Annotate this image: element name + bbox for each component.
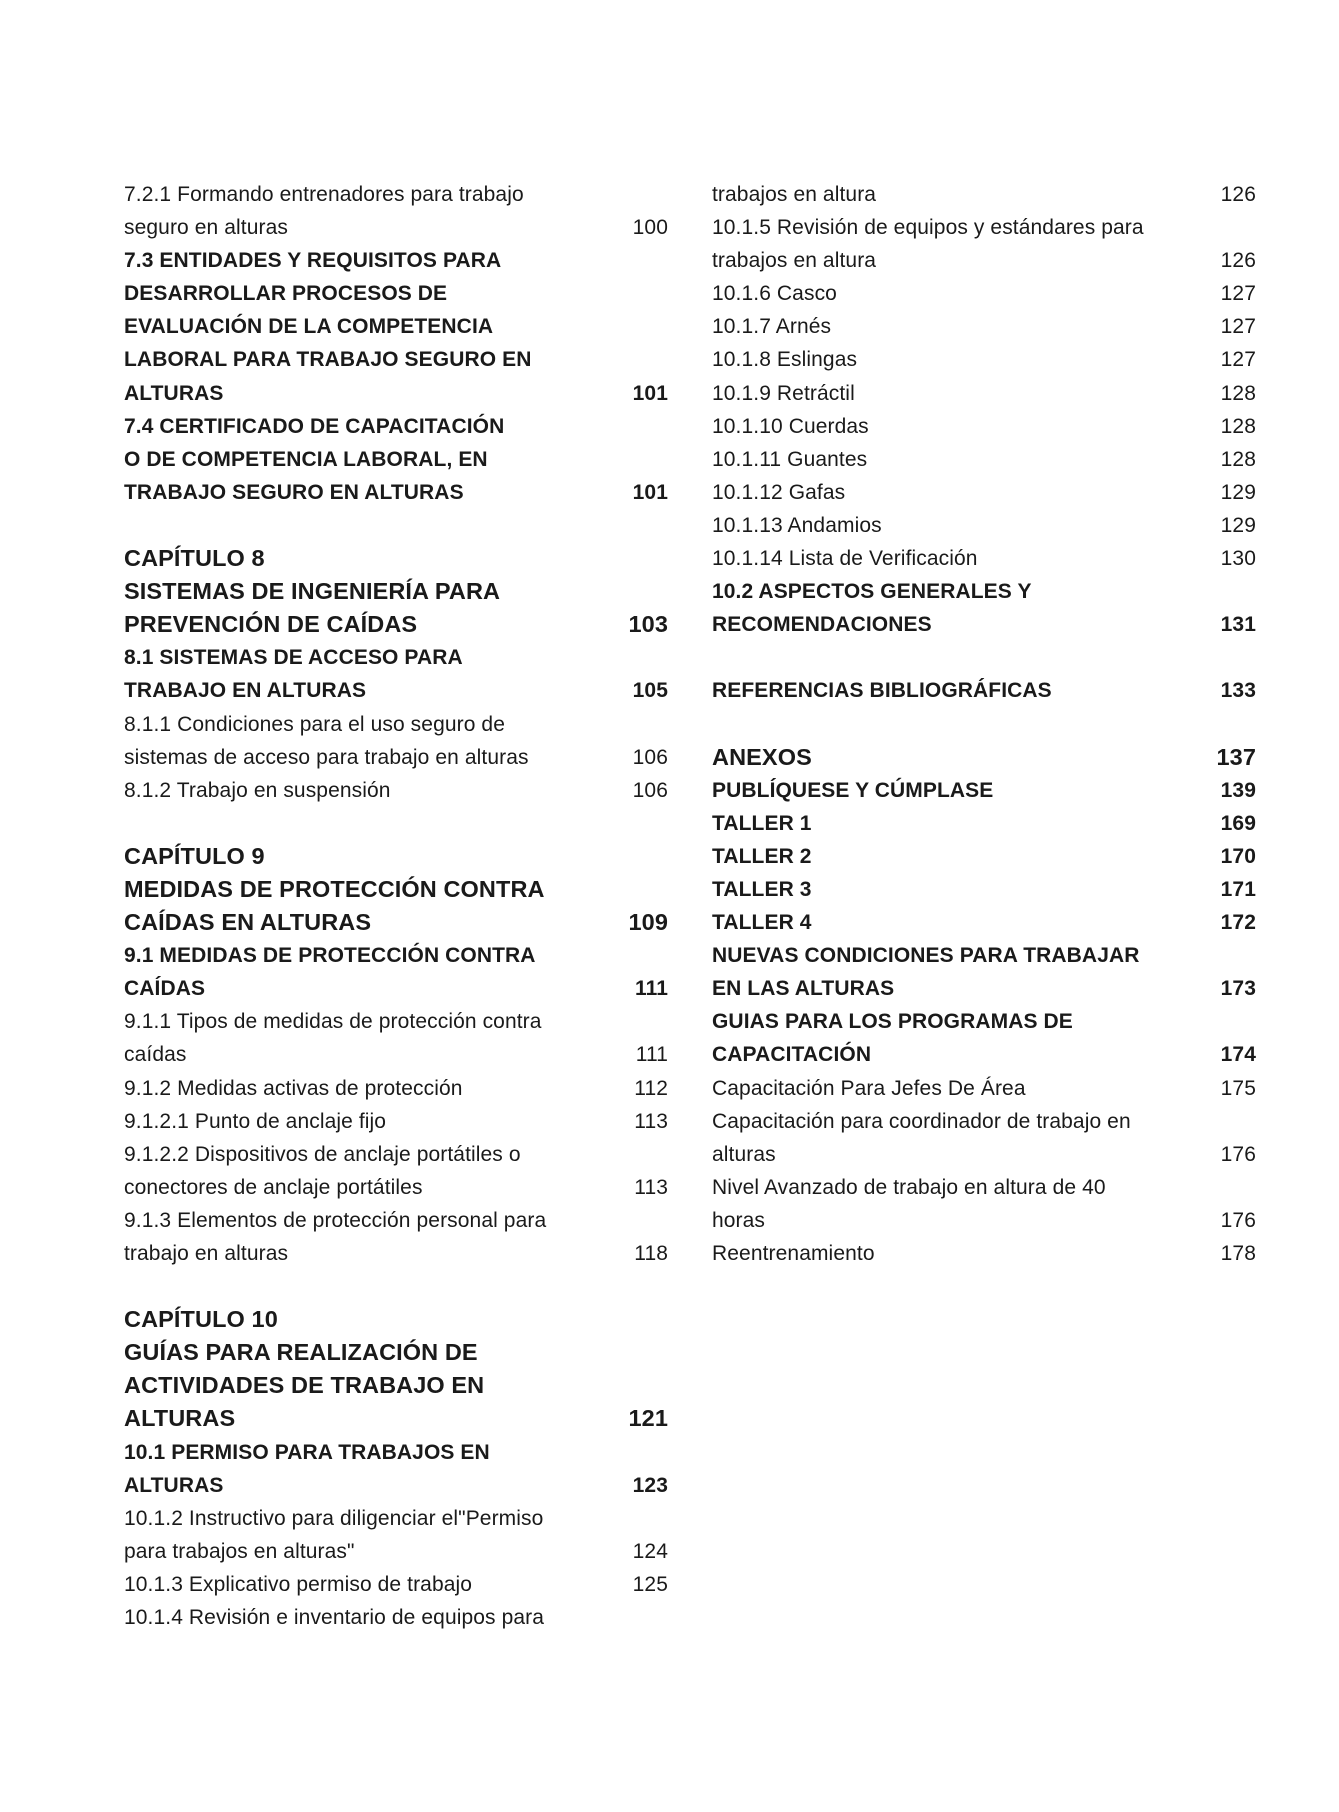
toc-entry	[712, 244, 1256, 277]
toc-entry-title: 10.1.4 Revisión e inventario de equipos para	[124, 1606, 545, 1630]
toc-entry	[712, 674, 1256, 707]
toc-entry-title: trabajos en altura	[712, 249, 877, 273]
toc-entry	[712, 1237, 1256, 1270]
toc-entry-title: 10.1.9 Retráctil	[712, 381, 855, 405]
toc-entry	[124, 1535, 668, 1568]
toc-entry	[124, 674, 668, 707]
toc-entry	[712, 1005, 1256, 1038]
toc-page-number: 170	[1220, 844, 1256, 868]
toc-entry	[124, 939, 668, 972]
toc-entry-title: CAPÍTULO 10	[124, 1306, 278, 1333]
section-spacer	[124, 807, 668, 840]
toc-entry	[124, 1005, 668, 1038]
toc-entry-title: CAÍDAS	[124, 977, 206, 1001]
toc-entry	[712, 343, 1256, 376]
toc-entry	[712, 410, 1256, 443]
toc-page-number: 113	[634, 1109, 668, 1133]
toc-entry-title: CAPACITACIÓN	[712, 1043, 872, 1067]
toc-entry	[712, 575, 1256, 608]
toc-entry-title: 10.1.11 Guantes	[712, 447, 868, 471]
toc-chapter-line	[124, 542, 668, 575]
toc-page-number: 128	[1220, 381, 1256, 405]
toc-page-number: 175	[1220, 1076, 1256, 1100]
toc-page-number: 133	[1220, 679, 1256, 703]
toc-entry-title: 10.1.14 Lista de Verificación	[712, 547, 978, 571]
toc-entry-title: RECOMENDACIONES	[712, 613, 932, 637]
toc-entry-title: 10.1.6 Casco	[712, 282, 837, 306]
toc-entry	[124, 1568, 668, 1601]
toc-entry	[712, 608, 1256, 641]
toc-page-number: 125	[632, 1572, 668, 1596]
toc-entry-title: SISTEMAS DE INGENIERÍA PARA	[124, 578, 501, 605]
toc-entry	[712, 873, 1256, 906]
toc-entry	[124, 410, 668, 443]
toc-entry	[124, 244, 668, 277]
toc-entry-title: 7.4 CERTIFICADO DE CAPACITACIÓN	[124, 414, 505, 438]
toc-entry-title: 8.1 SISTEMAS DE ACCESO PARA	[124, 646, 463, 670]
toc-entry-title: 9.1.1 Tipos de medidas de protección contra	[124, 1010, 542, 1034]
toc-entry	[124, 310, 668, 343]
toc-entry	[712, 377, 1256, 410]
toc-page-number: 123	[632, 1473, 668, 1497]
toc-page-number: 106	[632, 778, 668, 802]
toc-page-number: 173	[1220, 977, 1256, 1001]
toc-page-number: 127	[1220, 315, 1256, 339]
toc-entry	[712, 476, 1256, 509]
toc-page-number: 169	[1220, 811, 1256, 835]
toc-entry-title: TALLER 3	[712, 877, 812, 901]
toc-page-number: 106	[632, 745, 668, 769]
toc-entry	[712, 211, 1256, 244]
toc-right-column	[712, 178, 1256, 1270]
toc-entry	[124, 211, 668, 244]
toc-entry-title: ALTURAS	[124, 1405, 236, 1432]
toc-chapter-line	[124, 873, 668, 906]
toc-page-number: 126	[1220, 183, 1256, 206]
toc-entry-title: CAÍDAS EN ALTURAS	[124, 909, 372, 936]
toc-entry-title: conectores de anclaje portátiles	[124, 1175, 423, 1199]
toc-entry-title: 7.2.1 Formando entrenadores para trabajo	[124, 183, 524, 206]
toc-page-number: 176	[1220, 1142, 1256, 1166]
toc-entry	[712, 178, 1256, 211]
toc-entry-title: NUEVAS CONDICIONES PARA TRABAJAR	[712, 944, 1140, 968]
toc-entry	[712, 774, 1256, 807]
toc-page-number: 174	[1220, 1043, 1256, 1067]
toc-entry	[712, 1038, 1256, 1071]
toc-entry-title: LABORAL PARA TRABAJO SEGURO EN	[124, 348, 532, 372]
toc-entry	[124, 1072, 668, 1105]
toc-entry-title: CAPÍTULO 8	[124, 545, 265, 572]
toc-page-number: 111	[634, 977, 668, 1001]
toc-entry-title: REFERENCIAS BIBLIOGRÁFICAS	[712, 679, 1052, 703]
toc-entry	[712, 1072, 1256, 1105]
toc-entry	[124, 1204, 668, 1237]
toc-entry	[124, 1171, 668, 1204]
toc-entry-title: ANEXOS	[712, 743, 812, 770]
toc-entry	[712, 1171, 1256, 1204]
toc-entry	[712, 277, 1256, 310]
toc-entry-title: sistemas de acceso para trabajo en alturas	[124, 745, 529, 769]
toc-entry-title: Reentrenamiento	[712, 1242, 875, 1265]
toc-entry-title: 10.1.8 Eslingas	[712, 348, 858, 372]
toc-entry-title: caídas	[124, 1043, 187, 1067]
toc-entry-title: EN LAS ALTURAS	[712, 977, 895, 1001]
toc-entry-title: 10.1 PERMISO PARA TRABAJOS EN	[124, 1440, 490, 1464]
toc-entry-title: 10.1.10 Cuerdas	[712, 414, 869, 438]
toc-page-number: 128	[1220, 447, 1256, 471]
toc-entry	[124, 476, 668, 509]
toc-entry-title: trabajo en alturas	[124, 1242, 289, 1265]
toc-chapter-line	[124, 1336, 668, 1369]
toc-entry	[124, 178, 668, 211]
toc-entry-title: 10.1.7 Arnés	[712, 315, 832, 339]
toc-page-number: 121	[628, 1405, 668, 1432]
toc-entry	[124, 774, 668, 807]
toc-page-number: 178	[1220, 1242, 1256, 1265]
toc-entry-title: MEDIDAS DE PROTECCIÓN CONTRA	[124, 875, 545, 902]
toc-chapter-line	[124, 1402, 668, 1435]
toc-entry-title: PREVENCIÓN DE CAÍDAS	[124, 611, 418, 638]
toc-left-column	[124, 178, 668, 1634]
toc-page-number: 129	[1220, 513, 1256, 537]
toc-page-number: 105	[632, 679, 668, 703]
toc-entry	[712, 1105, 1256, 1138]
toc-entry-title: ALTURAS	[124, 1473, 224, 1497]
toc-entry-title: 8.1.1 Condiciones para el uso seguro de	[124, 712, 505, 736]
toc-entry-title: TALLER 2	[712, 844, 812, 868]
toc-entry-title: TRABAJO EN ALTURAS	[124, 679, 367, 703]
toc-page-number: 128	[1220, 414, 1256, 438]
toc-entry-title: CAPÍTULO 9	[124, 842, 265, 869]
toc-entry	[124, 343, 668, 376]
toc-page-number: 127	[1220, 282, 1256, 306]
toc-entry-title: 10.1.5 Revisión de equipos y estándares para	[712, 216, 1144, 240]
toc-entry-title: trabajos en altura	[712, 183, 877, 206]
toc-entry-title: 7.3 ENTIDADES Y REQUISITOS PARA	[124, 249, 502, 273]
toc-entry	[124, 277, 668, 310]
toc-entry-title: seguro en alturas	[124, 216, 288, 240]
toc-chapter-line	[712, 741, 1256, 774]
toc-chapter-line	[124, 906, 668, 939]
toc-page-number: 109	[628, 909, 668, 936]
toc-entry	[124, 1601, 668, 1634]
toc-page-number: 131	[1220, 613, 1256, 637]
toc-chapter-line	[124, 575, 668, 608]
toc-entry-title: 10.2 ASPECTOS GENERALES Y	[712, 580, 1032, 604]
toc-page-number: 113	[634, 1175, 668, 1199]
toc-entry-title: 10.1.13 Andamios	[712, 513, 882, 537]
toc-entry-title: EVALUACIÓN DE LA COMPETENCIA	[124, 315, 494, 339]
section-spacer	[124, 1270, 668, 1303]
toc-entry-title: horas	[712, 1208, 766, 1232]
toc-entry-title: ALTURAS	[124, 381, 224, 405]
toc-entry	[124, 377, 668, 410]
toc-entry-title: 9.1 MEDIDAS DE PROTECCIÓN CONTRA	[124, 944, 536, 968]
toc-entry-title: ACTIVIDADES DE TRABAJO EN	[124, 1372, 485, 1399]
toc-page-number: 118	[634, 1242, 668, 1265]
toc-entry-title: 10.1.2 Instructivo para diligenciar el"Permiso	[124, 1506, 544, 1530]
toc-page-number: 124	[632, 1539, 668, 1563]
toc-page-number: 101	[632, 381, 668, 405]
toc-entry	[712, 1204, 1256, 1237]
toc-entry	[712, 840, 1256, 873]
toc-entry	[124, 708, 668, 741]
toc-entry	[712, 1138, 1256, 1171]
toc-entry	[124, 1469, 668, 1502]
toc-entry	[124, 972, 668, 1005]
toc-page-number: 112	[634, 1076, 668, 1100]
toc-entry	[124, 741, 668, 774]
toc-entry	[712, 443, 1256, 476]
section-spacer	[124, 509, 668, 542]
toc-entry-title: GUIAS PARA LOS PROGRAMAS DE	[712, 1010, 1073, 1034]
toc-entry-title: TALLER 4	[712, 911, 812, 935]
toc-page-number: 139	[1220, 778, 1256, 802]
toc-chapter-line	[124, 608, 668, 641]
toc-page-number: 126	[1220, 249, 1256, 273]
toc-entry	[712, 310, 1256, 343]
toc-entry-title: O DE COMPETENCIA LABORAL, EN	[124, 447, 488, 471]
toc-chapter-line	[124, 840, 668, 873]
toc-entry-title: Nivel Avanzado de trabajo en altura de 40	[712, 1175, 1106, 1199]
toc-entry-title: TRABAJO SEGURO EN ALTURAS	[124, 480, 464, 504]
toc-entry	[124, 641, 668, 674]
toc-entry	[124, 1105, 668, 1138]
toc-entry-title: PUBLÍQUESE Y CÚMPLASE	[712, 778, 994, 802]
toc-entry-title: 9.1.2.2 Dispositivos de anclaje portátiles o	[124, 1142, 521, 1166]
toc-chapter-line	[124, 1369, 668, 1402]
toc-entry	[124, 1138, 668, 1171]
toc-entry-title: 8.1.2 Trabajo en suspensión	[124, 778, 391, 802]
toc-page-number: 101	[632, 480, 668, 504]
toc-entry-title: 9.1.2.1 Punto de anclaje fijo	[124, 1109, 387, 1133]
toc-page-number: 127	[1220, 348, 1256, 372]
toc-page-number: 100	[632, 216, 668, 240]
toc-page-number: 103	[628, 611, 668, 638]
toc-entry	[124, 1237, 668, 1270]
toc-entry	[124, 1502, 668, 1535]
toc-entry	[712, 509, 1256, 542]
toc-page-number: 176	[1220, 1208, 1256, 1232]
toc-entry-title: 9.1.3 Elementos de protección personal para	[124, 1208, 547, 1232]
toc-entry	[124, 443, 668, 476]
section-spacer	[712, 708, 1256, 741]
toc-entry-title: 9.1.2 Medidas activas de protección	[124, 1076, 463, 1100]
toc-page-number: 137	[1216, 743, 1256, 770]
toc-entry-title: 10.1.3 Explicativo permiso de trabajo	[124, 1572, 473, 1596]
toc-entry	[124, 1436, 668, 1469]
toc-entry-title: TALLER 1	[712, 811, 812, 835]
toc-entry-title: Capacitación para coordinador de trabajo en	[712, 1109, 1131, 1133]
toc-entry	[712, 542, 1256, 575]
toc-entry	[712, 939, 1256, 972]
section-spacer	[712, 641, 1256, 674]
toc-entry-title: DESARROLLAR PROCESOS DE	[124, 282, 448, 306]
toc-page-number: 172	[1220, 911, 1256, 935]
toc-entry	[712, 807, 1256, 840]
toc-entry-title: alturas	[712, 1142, 776, 1166]
toc-entry-title: Capacitación Para Jefes De Área	[712, 1076, 1026, 1100]
toc-page-number: 111	[635, 1043, 668, 1067]
toc-entry-title: GUÍAS PARA REALIZACIÓN DE	[124, 1339, 478, 1366]
toc-entry	[712, 972, 1256, 1005]
toc-entry	[124, 1038, 668, 1071]
toc-page-number: 171	[1220, 877, 1256, 901]
toc-page-number: 129	[1220, 480, 1256, 504]
toc-entry	[712, 906, 1256, 939]
toc-chapter-line	[124, 1303, 668, 1336]
toc-entry-title: para trabajos en alturas"	[124, 1539, 355, 1563]
toc-entry-title: 10.1.12 Gafas	[712, 480, 846, 504]
toc-page-number: 130	[1220, 547, 1256, 571]
